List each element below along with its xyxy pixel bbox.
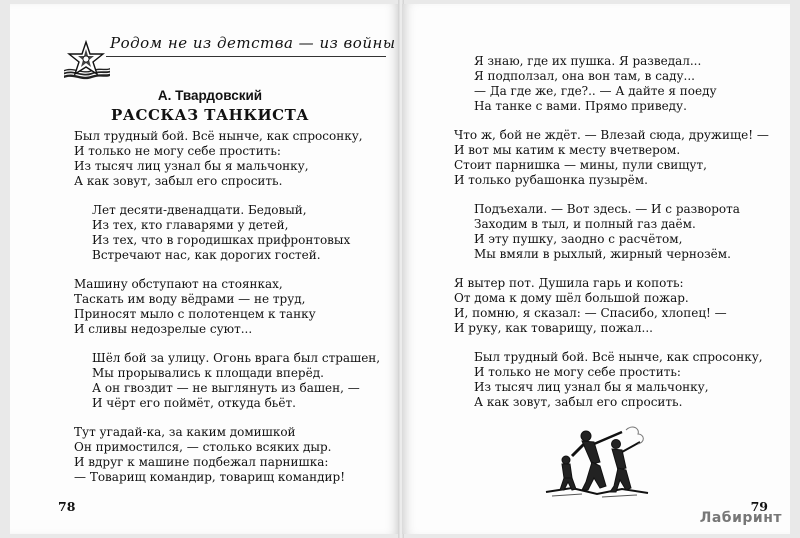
poem-line: И чёрт его поймёт, откуда бьёт. (92, 396, 296, 410)
poem-line: И эту пушку, заодно с расчётом, (474, 232, 683, 246)
poem-line: А он гвоздит — не выглянуть из башен, — (92, 381, 360, 395)
poem-line: От дома к дому шёл большой пожар. (454, 291, 689, 305)
poem-line: Из тех, что в городишках прифронтовых (92, 233, 351, 247)
poem-line: И только рубашонка пузырём. (454, 173, 648, 187)
left-stanza-3 (74, 277, 316, 337)
poem-line: Был трудный бой. Всё нынче, как спросонку, (474, 350, 763, 364)
poem-line: И только не могу себе простить: (74, 144, 281, 158)
poem-line: Заходим в тыл, и полный газ даём. (474, 217, 696, 231)
poem-line: Я знаю, где их пушка. Я разведал... (474, 54, 702, 68)
poem-line: Мы вмяли в рыхлый, жирный чернозём. (474, 247, 731, 261)
poem-line: Он примостился, — столько всяких дыр. (74, 440, 332, 454)
poem-line: Подъехали. — Вот здесь. — И с разворота (474, 202, 740, 216)
poem-line: Что ж, бой не ждёт. — Влезай сюда, дружище! — (454, 128, 769, 142)
poem-line: Лет десяти-двенадцати. Бедовый, (92, 203, 307, 217)
right-page (402, 4, 790, 534)
poem-line: На танке с вами. Прямо приведу. (474, 99, 687, 113)
poem-line: Из тысяч лиц узнал бы я мальчонку, (474, 380, 709, 394)
poem-line: И только не могу себе простить: (474, 365, 681, 379)
page-number-left: 78 (58, 499, 76, 514)
poem-line: Приносят мыло с полотенцем к танку (74, 307, 316, 321)
left-stanza-4 (92, 351, 380, 411)
poem-title: РАССКАЗ ТАНКИСТА (111, 106, 309, 124)
poem-line: Был трудный бой. Всё нынче, как спросонку, (74, 129, 363, 143)
header-rule (106, 56, 386, 57)
poem-line: Шёл бой за улицу. Огонь врага был страшен, (92, 351, 381, 365)
poem-line: Таскать им воду вёдрами — не труд, (74, 292, 306, 306)
left-stanza-2 (92, 203, 350, 263)
poem-line: Из тех, кто главарями у детей, (92, 218, 289, 232)
poem-line: Встречают нас, как дорогих гостей. (92, 248, 321, 262)
page-number-right: 79 (750, 499, 768, 514)
right-stanza-2 (454, 128, 769, 188)
header-title: Родом не из детства — из войны (110, 34, 396, 52)
soldiers-in-battle-illustration (542, 422, 652, 500)
poem-line: И вот мы катим к месту вчетвером. (454, 143, 681, 157)
poem-line: Я подползал, она вон там, в саду... (474, 69, 695, 83)
order-star-with-ribbon-icon (62, 40, 112, 86)
poem-line: А как зовут, забыл его спросить. (474, 395, 683, 409)
left-stanza-1 (74, 129, 363, 189)
poem-line: — Да где же, где?.. — А дайте я поеду (474, 84, 717, 98)
poem-line: И вдруг к машине подбежал парнишка: (74, 455, 329, 469)
right-stanza-1 (474, 54, 717, 114)
section-header (62, 34, 396, 90)
poem-line: А как зовут, забыл его спросить. (74, 174, 283, 188)
poem-line: Я вытер пот. Душила гарь и копоть: (454, 276, 684, 290)
right-stanza-5 (474, 350, 763, 410)
poem-line: И, помню, я сказал: — Спасибо, хлопец! — (454, 306, 727, 320)
watermark-logo: Лабиринт (699, 510, 782, 526)
poem-line: Тут угадай-ка, за каким домишкой (74, 425, 296, 439)
left-page (10, 4, 400, 534)
poem-line: И руку, как товарищу, пожал... (454, 321, 653, 335)
right-stanza-4 (454, 276, 727, 336)
poem-line: Из тысяч лиц узнал бы я мальчонку, (74, 159, 309, 173)
poem-line: Машину обступают на стоянках, (74, 277, 283, 291)
poem-line: И сливы недозрелые суют... (74, 322, 253, 336)
right-stanza-3 (474, 202, 740, 262)
poem-line: — Товарищ командир, товарищ командир! (74, 470, 346, 484)
poem-line: Мы прорывались к площади вперёд. (92, 366, 324, 380)
left-stanza-5 (74, 425, 345, 485)
poem-author: А. Твардовский (157, 88, 263, 103)
poem-line: Стоит парнишка — мины, пули свищут, (454, 158, 707, 172)
